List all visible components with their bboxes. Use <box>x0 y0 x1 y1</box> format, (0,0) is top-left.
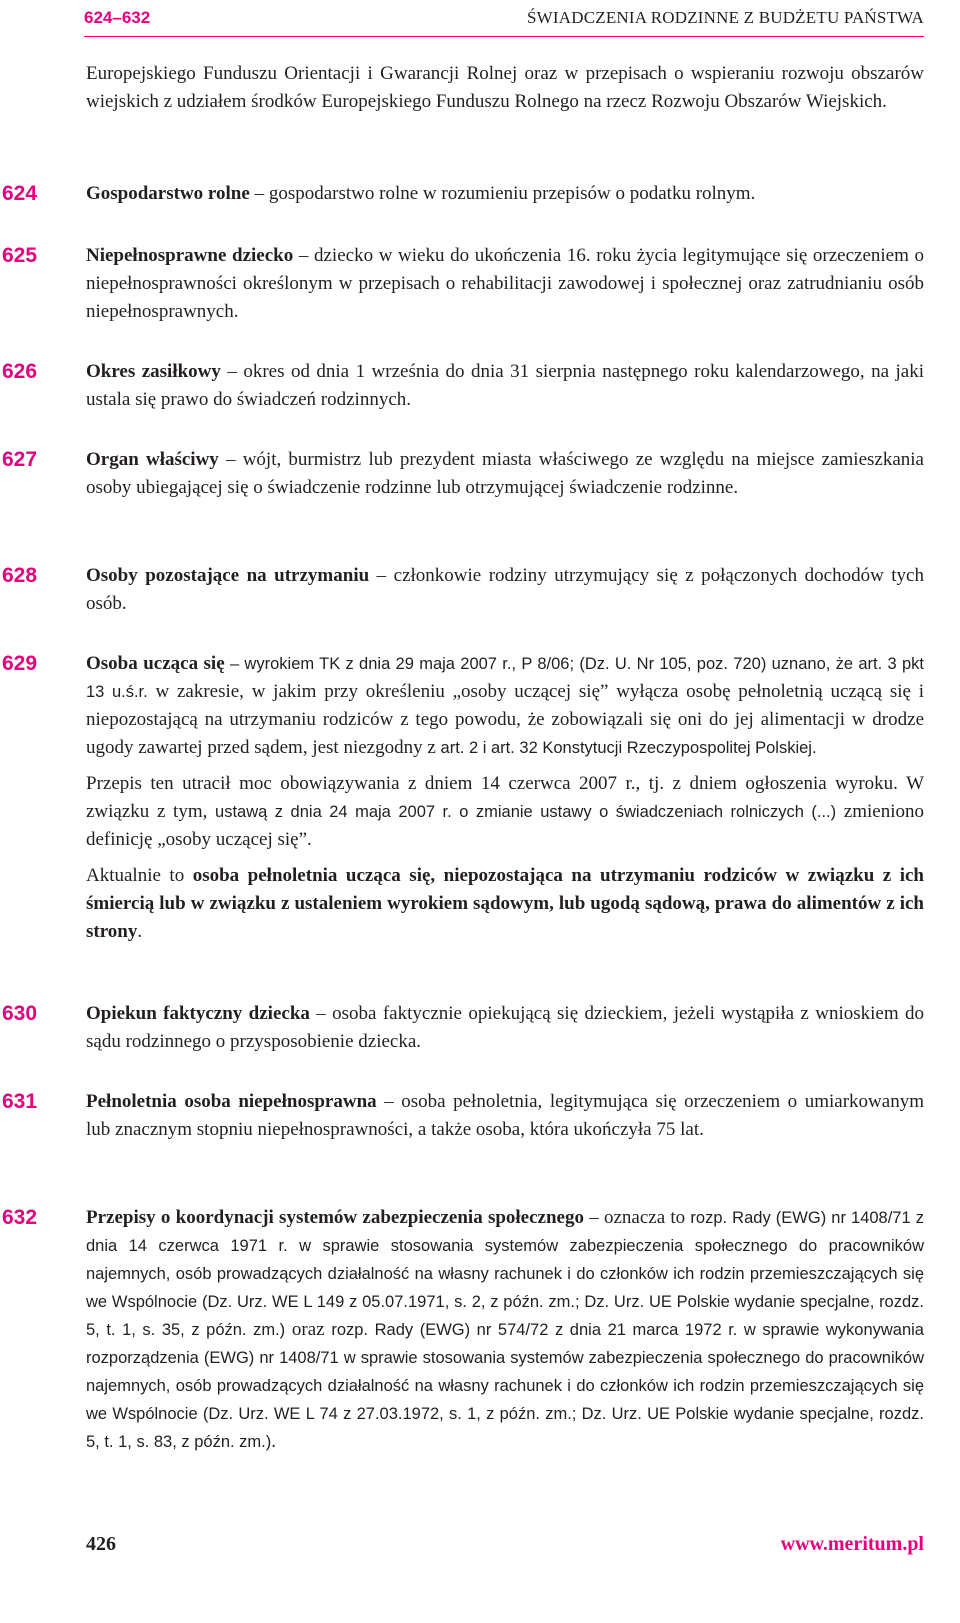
entry-631 <box>86 1088 924 1144</box>
page-number: 426 <box>86 1533 116 1555</box>
entry-text: w zakresie, w jakim przy określeniu „osoby uczącej się” wyłącza osobę pełnoletnią uczącą się i niepozostającą na utrzymaniu rodziców z tego powodu, że zobowiązali się oni do jej alimentacji w drodze ugody zawartej przed sądem, jest niezgodny z <box>86 681 925 758</box>
entry-text-emphasis: osoba pełnoletnia ucząca się, niepozostająca na utrzymaniu rodziców w związku z ich śmiercią lub w związku z ustaleniem wyrokiem sądowym, lub ugodą sądową, prawa do alimentów z ich strony <box>86 865 924 942</box>
entry-text: Aktualnie to <box>86 865 193 886</box>
entry-number: 624 <box>2 182 38 205</box>
entry-number: 626 <box>2 360 38 383</box>
entry-term: Niepełnosprawne dziecko <box>86 245 294 266</box>
entry-text: zmieniono definicję „osoby uczącej się”. <box>86 801 925 850</box>
entry-text: – członkowie rodziny utrzymujący się z połączonych dochodów tych osób. <box>86 565 924 614</box>
entry-625 <box>86 242 924 326</box>
header-range: 624–632 <box>84 8 151 27</box>
entry-632 <box>86 1204 924 1456</box>
entry-text-ref: art. 2 i art. 32 Konstytucji Rzeczypospolitej Polskiej. <box>440 739 817 757</box>
entry-text: – osoba pełnoletnia, legitymująca się orzeczeniem o umiarkowanym lub znacznym stopniu niepełnosprawności, a także osoba, która ukończyła 75 lat. <box>86 1091 924 1140</box>
entry-number: 630 <box>2 1002 38 1025</box>
entry-text: . <box>271 1431 276 1452</box>
page-header <box>84 0 924 37</box>
entry-text: . <box>137 921 143 942</box>
entry-text: – wójt, burmistrz lub prezydent miasta właściwego ze względu na miejsce zamieszkania osoby ubiegającej się o świadczenie rodzinne lub otrzymującej świadczenie rodzinne. <box>86 449 924 498</box>
entry-term: Przepisy o koordynacji systemów zabezpieczenia społecznego <box>86 1207 584 1228</box>
entry-term: Osoby pozostające na utrzymaniu <box>86 565 370 586</box>
entry-624 <box>86 180 924 208</box>
entry-text-ref: – wyrokiem TK z dnia 29 maja 2007 r., P 8/06; (Dz. U. Nr 105, poz. 720) uznano, że art. 3 pkt 13 u.ś.r. <box>86 655 924 701</box>
entry-629-para-3 <box>86 862 924 946</box>
entry-term: Osoba ucząca się <box>86 653 225 674</box>
entry-number: 631 <box>2 1090 38 1113</box>
entry-629-para-1 <box>86 650 924 762</box>
entry-628 <box>86 562 924 618</box>
entry-629-para-2 <box>86 770 924 854</box>
entry-number: 627 <box>2 448 38 471</box>
entry-626 <box>86 358 924 414</box>
entry-term: Organ właściwy <box>86 449 219 470</box>
entry-text: – dziecko w wieku do ukończenia 16. roku życia legitymujące się orzeczeniem o niepełnosprawności określonym w przepisach o rehabilitacji zawodowej i społecznej oraz zatrudnianiu osób niepełnosprawnych. <box>86 245 924 322</box>
entry-629 <box>86 650 924 954</box>
entry-term: Opiekun faktyczny dziecka <box>86 1003 310 1024</box>
entry-text-ref: rozp. Rady (EWG) nr 574/72 z dnia 21 marca 1972 r. w sprawie wykonywania rozporządzenia (EWG) nr 1408/71 w sprawie stosowania systemów zabezpieczenia społecznego do pracowników najemnych, osób prowadzących działalność na własny rachunek i do członków ich rodzin przemieszczających się we Wspólnocie (Dz. Urz. WE L 74 z 27.03.1972, s. 1, z późn. zm.; Dz. Urz. UE Polskie wydanie specjalne, rozdz. 5, t. 1, s. 83, z późn. zm.) <box>86 1321 924 1451</box>
entry-text: – gospodarstwo rolne w rozumieniu przepisów o podatku rolnym. <box>249 183 756 204</box>
entry-number: 632 <box>2 1206 38 1229</box>
footer-url: www.meritum.pl <box>780 1533 924 1555</box>
entry-text: Przepis ten utracił moc obowiązywania z dniem 14 czerwca 2007 r., tj. z dniem ogłoszenia wyroku. W związku z tym, <box>86 773 924 822</box>
intro-paragraph <box>86 60 924 116</box>
entry-text-ref: ustawą z dnia 24 maja 2007 r. o zmianie ustawy o świadczeniach rolniczych (...) <box>215 803 837 821</box>
entry-627 <box>86 446 924 502</box>
entry-text: – oznacza to <box>583 1207 691 1228</box>
entry-term: Pełnoletnia osoba niepełnosprawna <box>86 1091 377 1112</box>
entry-term: Gospodarstwo rolne <box>86 183 250 204</box>
intro-text: Europejskiego Funduszu Orientacji i Gwarancji Rolnej oraz w przepisach o wspieraniu rozwoju obszarów wiejskich z udziałem środków Europejskiego Funduszu Rolnego na rzecz Rozwoju Obszarów Wiejskich. <box>86 63 924 112</box>
entry-text: oraz <box>285 1319 332 1340</box>
entry-630 <box>86 1000 924 1056</box>
entry-text: – osoba faktycznie opiekującą się dzieckiem, jeżeli wystąpiła z wnioskiem do sądu rodzinnego o przysposobienie dziecka. <box>86 1003 924 1052</box>
entry-number: 625 <box>2 244 38 267</box>
entry-text-ref: rozp. Rady (EWG) nr 1408/71 z dnia 14 czerwca 1971 r. w sprawie stosowania systemów zabezpieczenia społecznego do pracowników najemnych, osób prowadzących działalność na własny rachunek i do członków ich rodzin przemieszczających się we Wspólnocie (Dz. Urz. WE L 149 z 05.07.1971, s. 2, z późn. zm.; Dz. Urz. UE Polskie wydanie specjalne, rozdz. 5, t. 1, s. 35, z późn. zm.) <box>86 1209 924 1339</box>
entry-text: – okres od dnia 1 września do dnia 31 sierpnia następnego roku kalendarzowego, na jaki ustala się prawo do świadczeń rodzinnych. <box>86 361 925 410</box>
header-title: ŚWIADCZENIA RODZINNE Z BUDŻETU PAŃSTWA <box>526 8 924 27</box>
entry-term: Okres zasiłkowy <box>86 361 221 382</box>
entry-number: 629 <box>2 652 38 675</box>
entry-number: 628 <box>2 564 38 587</box>
